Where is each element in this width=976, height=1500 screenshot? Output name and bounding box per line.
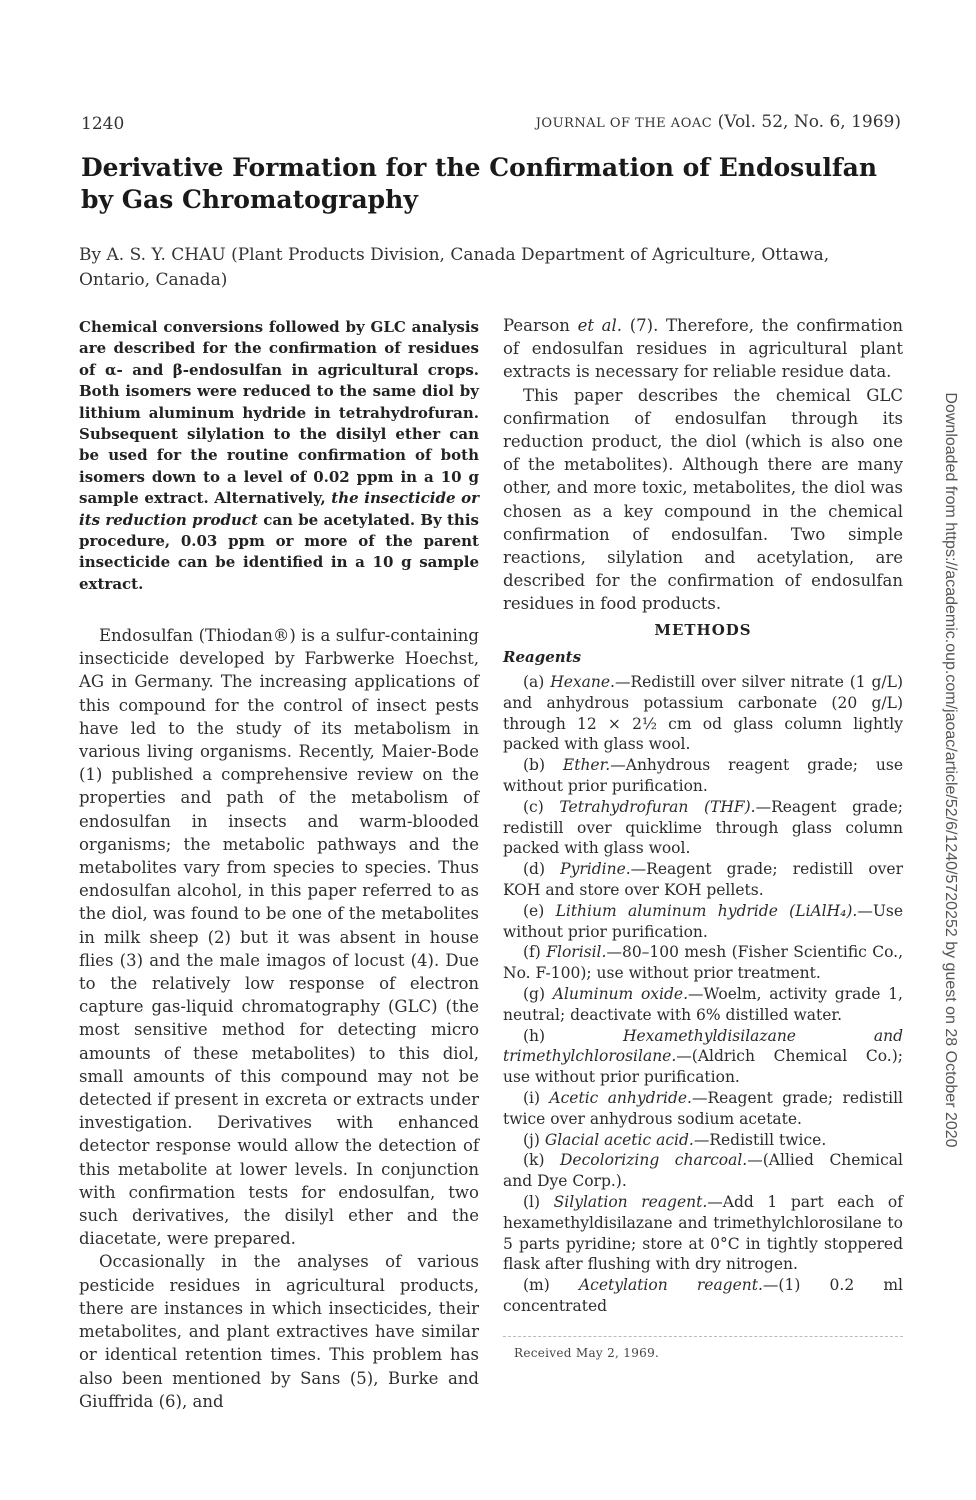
author-affiliation: (Plant Products Division, Canada Department of Agriculture, Ottawa, Ontario, Canada) — [79, 245, 830, 290]
reagent-item: (l) Silylation reagent.—Add 1 part each of hexamethyldisilazane and trimethylchlorosilane to 5 parts pyridine; store at 0°C in tightly stoppered flask after flushing with dry nitrogen. — [503, 1192, 903, 1274]
citation-etal: et al. — [577, 316, 623, 335]
download-watermark-text: Downloaded from https://academic.oup.com/jaoac/article/52/6/1240/5720252 by guest on 28 October 2020 — [942, 392, 959, 1148]
intro-paragraph-3 — [503, 314, 903, 384]
methods-heading: METHODS — [654, 621, 752, 639]
journal-name: JOURNAL OF THE AOAC — [535, 116, 713, 131]
running-head — [536, 112, 901, 132]
download-watermark — [930, 270, 970, 1270]
author-name: A. S. Y. CHAU — [106, 245, 226, 265]
reagent-item: (a) Hexane.—Redistill over silver nitrate (1 g/L) and anhydrous potassium carbonate (20 g/L) through 12 × 2½ cm od glass column lightly packed with glass wool. — [503, 673, 903, 754]
reagent-item: (k) Decolorizing charcoal.—(Allied Chemical and Dye Corp.). — [503, 1151, 903, 1191]
reagents-heading: Reagents — [503, 648, 582, 666]
reagent-item: (h) Hexamethyldisilazane and trimethylchlorosilane.—(Aldrich Chemical Co.); use without prior purification. — [503, 1026, 903, 1087]
reagent-item: (m) Acetylation reagent.—(1) 0.2 ml concentrated — [503, 1276, 903, 1315]
reagent-item: (b) Ether.—Anhydrous reagent grade; use without prior purification. — [503, 756, 903, 795]
volume-info: (Vol. 52, No. 6, 1969) — [717, 112, 901, 132]
reagent-item: (d) Pyridine.—Reagent grade; redistill over KOH and store over KOH pellets. — [503, 860, 903, 899]
received-date-footnote: Received May 2, 1969. — [514, 1346, 660, 1360]
reagent-item: (i) Acetic anhydride.—Reagent grade; redistill twice over anhydrous sodium acetate. — [503, 1088, 903, 1128]
byline — [79, 243, 899, 293]
intro-left-column — [79, 624, 479, 1413]
intro-paragraph-2: Occasionally in the analyses of various pesticide residues in agricultural products, there are instances in which insecticides, their metabolites, and plant extractives have similar or identical retention times. This problem has also been mentioned by Sans (5), Burke and Giuffrida (6), and — [79, 1252, 479, 1411]
intro-paragraph-3-text: (7). Therefore, the confirmation of endosulfan residues in agricultural plant extracts is necessary for reliable residue data. — [503, 316, 904, 382]
citation-author: Pearson — [503, 316, 570, 335]
footnote-divider — [503, 1336, 903, 1337]
article-title: Derivative Formation for the Confirmation of Endosulfan by Gas Chromatography — [81, 153, 878, 214]
intro-paragraph-4: This paper describes the chemical GLC confirmation of endosulfan through its reduction product, the diol (which is also one of the metabolites). Although there are many other, and more toxic, metabolites, the diol was chosen as a key compound in the chemical confirmation of endosulfan. Two simple reactions, silylation and acetylation, are described for the confirmation of endosulfan residues in food products. — [503, 385, 903, 614]
intro-paragraph-1: Endosulfan (Thiodan®) is a sulfur-containing insecticide developed by Farbwerke Hoechst, AG in Germany. The increasing applications of this compound for the control of insect pests have led to the study of its metabolism in various living organisms. Recently, Maier-Bode (1) published a comprehensive review on the properties and path of the metabolism of endosulfan in insects and warm-blooded organisms; the metabolic pathways and the metabolites vary from species to species. Thus endosulfan alcohol, in this paper referred to as the diol, was found to be one of the metabolites in milk sheep (2) but it was absent in house flies (3) and the male imagos of locust (4). Due to the relatively low response of electron capture gas-liquid chromatography (GLC) (the most sensitive method for detecting micro amounts of these metabolites) to this diol, small amounts of this compound may not be detected if present in excreta or extracts under investigation. Derivatives with enhanced detector response would allow the detection of this metabolite at lower levels. In conjunction with confirmation tests for endosulfan, two such derivatives, the disilyl ether and the diacetate, were prepared. — [79, 626, 479, 1249]
byline-prefix: By — [79, 245, 102, 265]
reagent-item: (f) Florisil.—80–100 mesh (Fisher Scientific Co., No. F-100); use without prior treatment. — [503, 943, 903, 983]
abstract — [79, 317, 479, 595]
reagents-list — [503, 672, 903, 1317]
abstract-text-2: the insecticide or its reduction product — [79, 489, 479, 529]
abstract-text-1: Chemical conversions followed by GLC analysis are described for the confirmation of residues of α- and β-endosulfan in agricultural crops. Both isomers were reduced to the same diol by lithium aluminum hydride in tetrahydrofuran. Subsequent silylation to the disilyl ether can be used for the routine confirmation of both isomers down to a level of 0.02 ppm in a 10 g sample extract. Alternatively, — [79, 318, 479, 508]
reagent-item: (g) Aluminum oxide.—Woelm, activity grade 1, neutral; deactivate with 6% distilled water. — [503, 984, 903, 1024]
abstract-text-3: can be acetylated. By this procedure, 0.03 ppm or more of the parent insecticide can be identified in a 10 g sample extract. — [79, 510, 479, 593]
reagent-item: (e) Lithium aluminum hydride (LiAlH₄).—Use without prior purification. — [503, 901, 904, 941]
reagent-item: (j) Glacial acetic acid.—Redistill twice. — [523, 1130, 827, 1149]
intro-right-column — [503, 314, 903, 616]
reagent-item: (c) Tetrahydrofuran (THF).—Reagent grade; redistill over quicklime through glass column packed with glass wool. — [503, 797, 903, 858]
page-number: 1240 — [81, 114, 125, 134]
